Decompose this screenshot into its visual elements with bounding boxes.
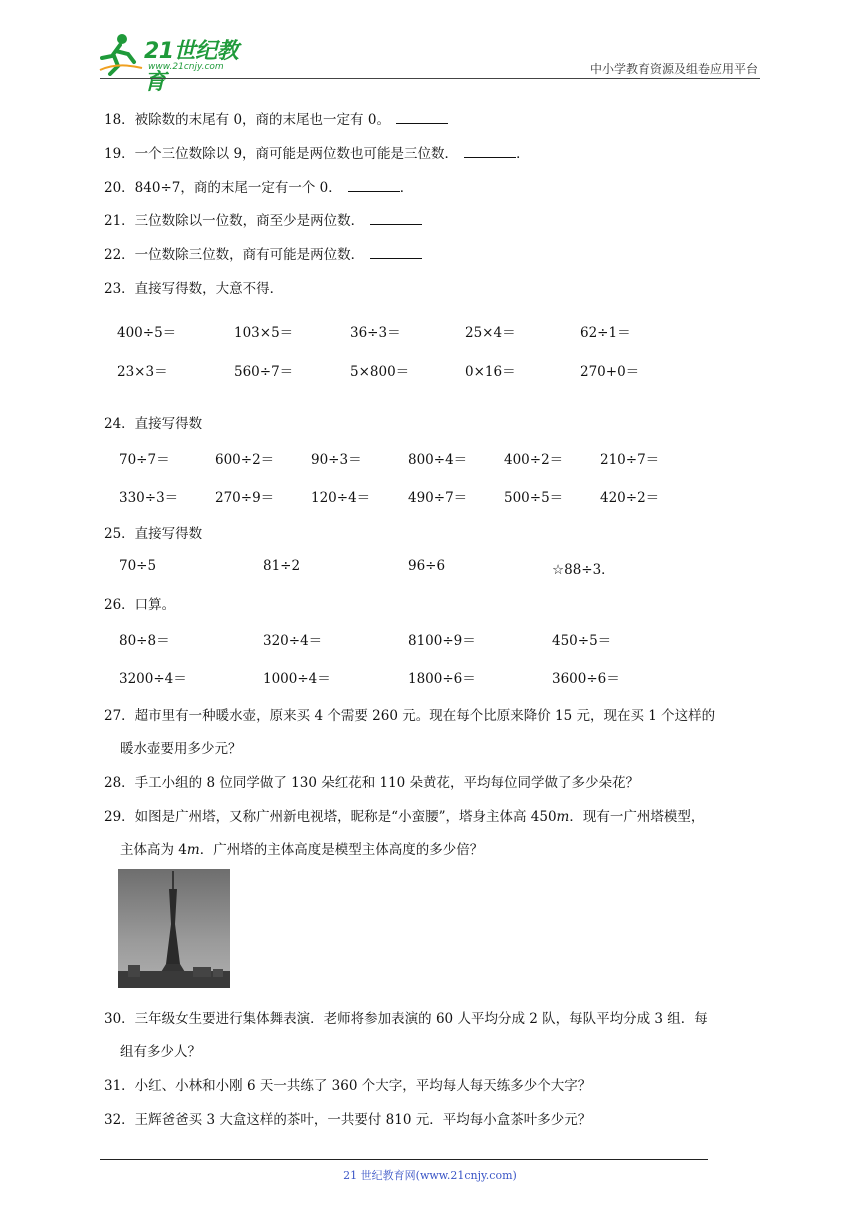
- calc-item: 320÷4＝: [263, 633, 323, 649]
- logo-text: 21世纪教育: [144, 39, 239, 95]
- calc-item: 25×4＝: [465, 325, 516, 341]
- calc-item: 3200÷4＝: [119, 671, 187, 687]
- calc-item: 560÷7＝: [234, 364, 294, 380]
- unit-m: m: [186, 842, 200, 858]
- answer-blank[interactable]: [396, 111, 448, 124]
- calc-item: 210÷7＝: [600, 452, 660, 468]
- calc-item: 600÷2＝: [215, 452, 275, 468]
- answer-blank[interactable]: [370, 246, 422, 259]
- calc-item: 23×3＝: [117, 364, 168, 380]
- question-24: 24．直接写得数: [104, 416, 203, 432]
- footer-link[interactable]: 21 世纪教育网(www.21cnjy.com): [343, 1169, 517, 1182]
- calc-item: 103×5＝: [234, 325, 294, 341]
- question-31: 31．小红、小林和小刚 6 天一共练了 360 个大字，平均每人每天练多少个大字？: [104, 1078, 592, 1094]
- calc-item: 450÷5＝: [552, 633, 612, 649]
- question-23: 23．直接写得数，大意不得．: [104, 281, 284, 297]
- calc-item: 400÷5＝: [117, 325, 177, 341]
- calc-item: 1800÷6＝: [408, 671, 476, 687]
- header-divider: [100, 78, 760, 79]
- unit-m: m: [556, 809, 570, 825]
- calc-item: 800÷4＝: [408, 452, 468, 468]
- question-text: 18．被除数的末尾有 0，商的末尾也一定有 0。: [104, 112, 390, 128]
- question-text: 29．如图是广州塔，又称广州新电视塔，昵称是“小蛮腰”，塔身主体高 450: [104, 809, 557, 825]
- canton-tower-photo: [118, 869, 230, 988]
- calc-item: 70÷5: [119, 558, 157, 574]
- question-end: ．: [516, 146, 530, 162]
- question-30: 30．三年级女生要进行集体舞表演．老师将参加表演的 60 人平均分成 2 队，每队平均分成 3 组．每: [104, 1011, 708, 1027]
- question-25: 25．直接写得数: [104, 526, 203, 542]
- calc-item: 500÷5＝: [504, 490, 564, 506]
- question-text: 22．一位数除三位数，商有可能是两位数．: [104, 247, 365, 263]
- question-text: 20．840÷7，商的末尾一定有一个 0．: [104, 180, 342, 196]
- calc-item: 400÷2＝: [504, 452, 564, 468]
- calc-item: 270÷9＝: [215, 490, 275, 506]
- calc-item: 0×16＝: [465, 364, 516, 380]
- question-32: 32．王辉爸爸买 3 大盒这样的茶叶，一共要付 810 元．平均每小盒茶叶多少元？: [104, 1112, 592, 1128]
- question-text: 21．三位数除以一位数，商至少是两位数．: [104, 213, 365, 229]
- calc-item: 36÷3＝: [350, 325, 401, 341]
- calc-item: ☆88÷3．: [552, 562, 615, 578]
- question-text: 主体高为 4: [120, 842, 187, 858]
- calc-item: 490÷7＝: [408, 490, 468, 506]
- question-27-continued: 暖水壶要用多少元？: [120, 741, 242, 757]
- question-27: 27．超市里有一种暖水壶，原来买 4 个需要 260 元。现在每个比原来降价 15 元，现在买 1 个这样的: [104, 708, 716, 724]
- calc-item: 3600÷6＝: [552, 671, 620, 687]
- question-30-continued: 组有多少人？: [120, 1044, 201, 1060]
- calc-item: 270+0＝: [580, 364, 640, 380]
- calc-item: 70÷7＝: [119, 452, 170, 468]
- question-19: [104, 142, 530, 162]
- answer-blank[interactable]: [464, 145, 516, 158]
- calc-item: 62÷1＝: [580, 325, 631, 341]
- footer-divider: [100, 1159, 708, 1160]
- runner-icon: [98, 32, 144, 76]
- question-text: 19．一个三位数除以 9，商可能是两位数也可能是三位数．: [104, 146, 459, 162]
- calc-item: 5×800＝: [350, 364, 410, 380]
- calc-item: 8100÷9＝: [408, 633, 476, 649]
- answer-blank[interactable]: [348, 179, 400, 192]
- question-end: ．: [399, 180, 414, 196]
- question-22: [104, 243, 422, 263]
- canton-tower-image: [118, 869, 230, 988]
- calc-item: 330÷3＝: [119, 490, 179, 506]
- question-28: 28．手工小组的 8 位同学做了 130 朵红花和 110 朵黄花，平均每位同学做了多少朵花？: [104, 775, 640, 791]
- calc-item: 80÷8＝: [119, 633, 170, 649]
- page-header: [98, 30, 758, 95]
- calc-item: 420÷2＝: [600, 490, 660, 506]
- calc-item: 90÷3＝: [311, 452, 362, 468]
- question-21: [104, 209, 422, 229]
- calc-item: 96÷6: [408, 558, 446, 574]
- calc-item: 1000÷4＝: [263, 671, 331, 687]
- platform-name: 中小学教育资源及组卷应用平台: [589, 62, 758, 76]
- site-logo[interactable]: [98, 32, 258, 95]
- question-29: [104, 805, 704, 825]
- question-18: [104, 108, 448, 128]
- logo-url: www.21cnjy.com: [148, 62, 224, 72]
- calc-item: 81÷2: [263, 558, 301, 574]
- question-text: ．广州塔的主体高度是模型主体高度的多少倍？: [199, 842, 484, 858]
- question-20: [104, 176, 413, 196]
- question-26: 26．口算。: [104, 597, 176, 613]
- calc-item: 120÷4＝: [311, 490, 371, 506]
- answer-blank[interactable]: [370, 212, 422, 225]
- question-29-continued: [120, 838, 483, 858]
- question-text: ．现有一广州塔模型，: [569, 809, 705, 825]
